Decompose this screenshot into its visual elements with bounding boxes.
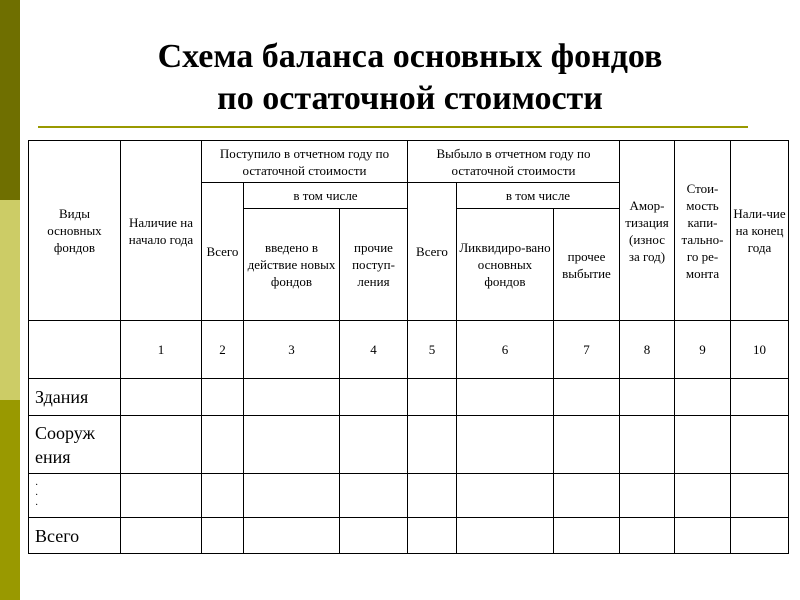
num-cell: 9 bbox=[675, 321, 731, 379]
row-label: · · · bbox=[29, 474, 121, 518]
header-received-other: прочие поступ-ления bbox=[340, 209, 408, 321]
header-retired-liquidated: Ликвидиро-вано основных фондов bbox=[457, 209, 554, 321]
table-row bbox=[29, 474, 789, 518]
num-cell: 2 bbox=[202, 321, 244, 379]
row-label: Здания bbox=[29, 379, 121, 416]
row-label: Сооруж ения bbox=[29, 416, 121, 474]
table-row bbox=[29, 379, 789, 416]
header-amortization: Амор-тизация (износ за год) bbox=[620, 141, 675, 321]
table-row bbox=[29, 416, 789, 474]
title-line-1: Схема баланса основных фондов bbox=[157, 38, 663, 75]
balance-table bbox=[28, 140, 789, 554]
num-cell: 3 bbox=[244, 321, 340, 379]
title-line-2: по остаточной стоимости bbox=[217, 80, 603, 117]
side-bar-light bbox=[0, 200, 20, 400]
header-end: Нали-чие на конец года bbox=[731, 141, 789, 321]
row-label: Всего bbox=[29, 518, 121, 554]
header-received: Поступило в отчетном году по остаточной стоимости bbox=[202, 141, 408, 183]
table-row bbox=[29, 518, 789, 554]
header-retired-total: Всего bbox=[408, 183, 457, 321]
num-cell: 10 bbox=[731, 321, 789, 379]
num-cell: 4 bbox=[340, 321, 408, 379]
header-types: Виды основных фондов bbox=[29, 141, 121, 321]
num-cell-blank bbox=[29, 321, 121, 379]
header-received-incl: в том числе bbox=[244, 183, 408, 209]
num-cell: 8 bbox=[620, 321, 675, 379]
num-cell: 5 bbox=[408, 321, 457, 379]
header-retired-other: прочее выбытие bbox=[554, 209, 620, 321]
header-start: Наличие на начало года bbox=[121, 141, 202, 321]
num-cell: 7 bbox=[554, 321, 620, 379]
header-retired: Выбыло в отчетном году по остаточной стоимости bbox=[408, 141, 620, 183]
side-bar-olive bbox=[0, 400, 20, 600]
num-cell: 1 bbox=[121, 321, 202, 379]
header-capital-repair: Стои-мость капи-тально-го ре-монта bbox=[675, 141, 731, 321]
slide-title bbox=[20, 36, 800, 120]
header-received-total: Всего bbox=[202, 183, 244, 321]
num-cell: 6 bbox=[457, 321, 554, 379]
title-rule bbox=[38, 126, 748, 128]
header-retired-incl: в том числе bbox=[457, 183, 620, 209]
side-bar-dark bbox=[0, 0, 20, 200]
header-received-new: введено в действие новых фондов bbox=[244, 209, 340, 321]
